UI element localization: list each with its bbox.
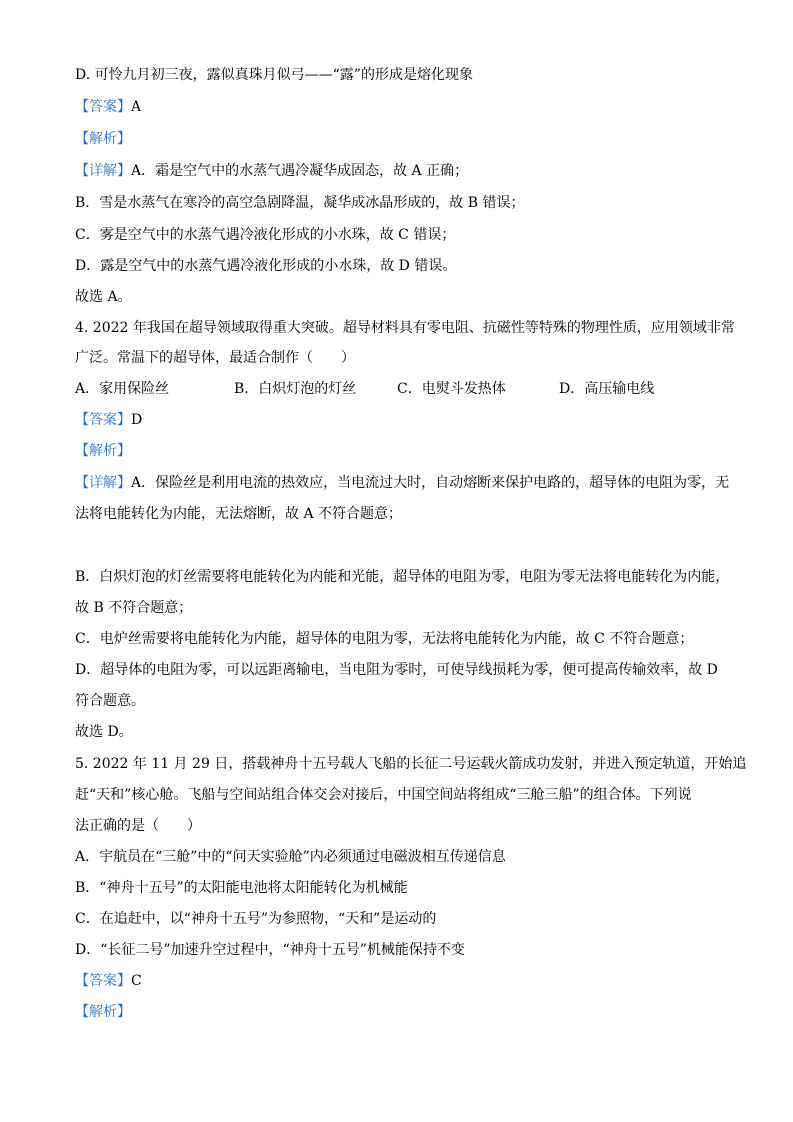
q3-detail-c: C．雾是空气中的水蒸气遇冷液化形成的小水珠，故 C 错误； bbox=[75, 227, 456, 243]
q4-detail-b-line-2: 故 B 不符合题意； bbox=[75, 600, 193, 616]
answer-label: 【答案】 bbox=[75, 412, 131, 428]
q5-stem-line-1: 5. 2022 年 11 月 29 日，搭载神舟十五号载人飞船的长征二号运载火箭成功发射，并进入预定轨道，开始追 bbox=[75, 756, 747, 772]
q3-analysis-label: 【解析】 bbox=[75, 131, 131, 147]
q3-answer-value: A bbox=[131, 99, 142, 115]
q5-option-b: B．“神舟十五号”的太阳能电池将太阳能转化为机械能 bbox=[75, 880, 408, 896]
q4-stem-line-1: 4. 2022 年我国在超导领域取得重大突破。超导材料具有零电阻、抗磁性等特殊的物理性质，应用领域非常 bbox=[75, 320, 735, 336]
q4-detail-d-line-1: D．超导体的电阻为零，可以远距离输电，当电阻为零时，可使导线损耗为零，便可提高传输效率，故 D bbox=[75, 662, 718, 678]
q4-conclusion: 故选 D。 bbox=[75, 724, 133, 740]
q4-detail-d-line-2: 符合题意。 bbox=[75, 693, 145, 709]
q4-detail-a-text: A．保险丝是利用电流的热效应，当电流过大时，自动熔断来保护电路的，超导体的电阻为零，无 bbox=[131, 475, 730, 491]
q5-option-a: A．宇航员在“三舱”中的“问天实验舱”内必须通过电磁波相互传递信息 bbox=[75, 849, 506, 865]
q5-analysis-label: 【解析】 bbox=[75, 1004, 131, 1020]
q4-analysis-label: 【解析】 bbox=[75, 443, 131, 459]
detail-label: 【详解】 bbox=[75, 475, 131, 491]
q5-stem-line-2: 赶“天和”核心舱。飞船与空间站组合体交会对接后，中国空间站将组成“三舱三船”的组合体。下列说 bbox=[75, 787, 692, 803]
q4-option-a: A．家用保险丝 bbox=[75, 381, 170, 397]
q4-detail-b-line-1: B．白炽灯泡的灯丝需要将电能转化为内能和光能，超导体的电阻为零，电阻为零无法将电能转化为内能， bbox=[75, 569, 730, 585]
q4-answer-line bbox=[75, 410, 142, 430]
q5-stem-line-3: 法正确的是（ ） bbox=[75, 818, 201, 834]
q4-stem-line-2: 广泛。常温下的超导体，最适合制作（ ） bbox=[75, 350, 355, 366]
q5-option-d: D．“长征二号”加速升空过程中，“神舟十五号”机械能保持不变 bbox=[75, 942, 465, 958]
q3-detail-b: B．雪是水蒸气在寒冷的高空急剧降温，凝华成冰晶形成的，故 B 错误； bbox=[75, 195, 525, 211]
q3-detail-d: D．露是空气中的水蒸气遇冷液化形成的小水珠，故 D 错误。 bbox=[75, 258, 457, 274]
q4-option-b: B．白炽灯泡的灯丝 bbox=[234, 381, 357, 397]
answer-label: 【答案】 bbox=[75, 99, 131, 115]
q4-answer-value: D bbox=[131, 412, 143, 428]
q5-answer-line bbox=[75, 971, 142, 991]
detail-label: 【详解】 bbox=[75, 163, 131, 179]
q4-detail-a-line-1 bbox=[75, 473, 729, 493]
q4-detail-c: C．电炉丝需要将电能转化为内能，超导体的电阻为零，无法将电能转化为内能，故 C 不符合题意； bbox=[75, 631, 694, 647]
q4-options bbox=[75, 379, 735, 399]
q5-answer-value: C bbox=[131, 973, 142, 989]
q3-conclusion: 故选 A。 bbox=[75, 289, 132, 305]
q3-answer-line bbox=[75, 97, 141, 117]
q4-option-c: C．电熨斗发热体 bbox=[397, 381, 506, 397]
q5-option-c: C．在追赶中，以“神舟十五号”为参照物，“天和”是运动的 bbox=[75, 911, 437, 927]
q3-detail-a-text: A．霜是空气中的水蒸气遇冷凝华成固态，故 A 正确； bbox=[131, 163, 469, 179]
q4-option-d: D．高压输电线 bbox=[559, 381, 655, 397]
answer-label: 【答案】 bbox=[75, 973, 131, 989]
q3-option-d: D. 可怜九月初三夜，露似真珠月似弓——“露”的形成是熔化现象 bbox=[75, 67, 473, 83]
q3-detail-a bbox=[75, 161, 468, 181]
q4-detail-a-line-2: 法将电能转化为内能，无法熔断，故 A 不符合题意； bbox=[75, 506, 403, 522]
